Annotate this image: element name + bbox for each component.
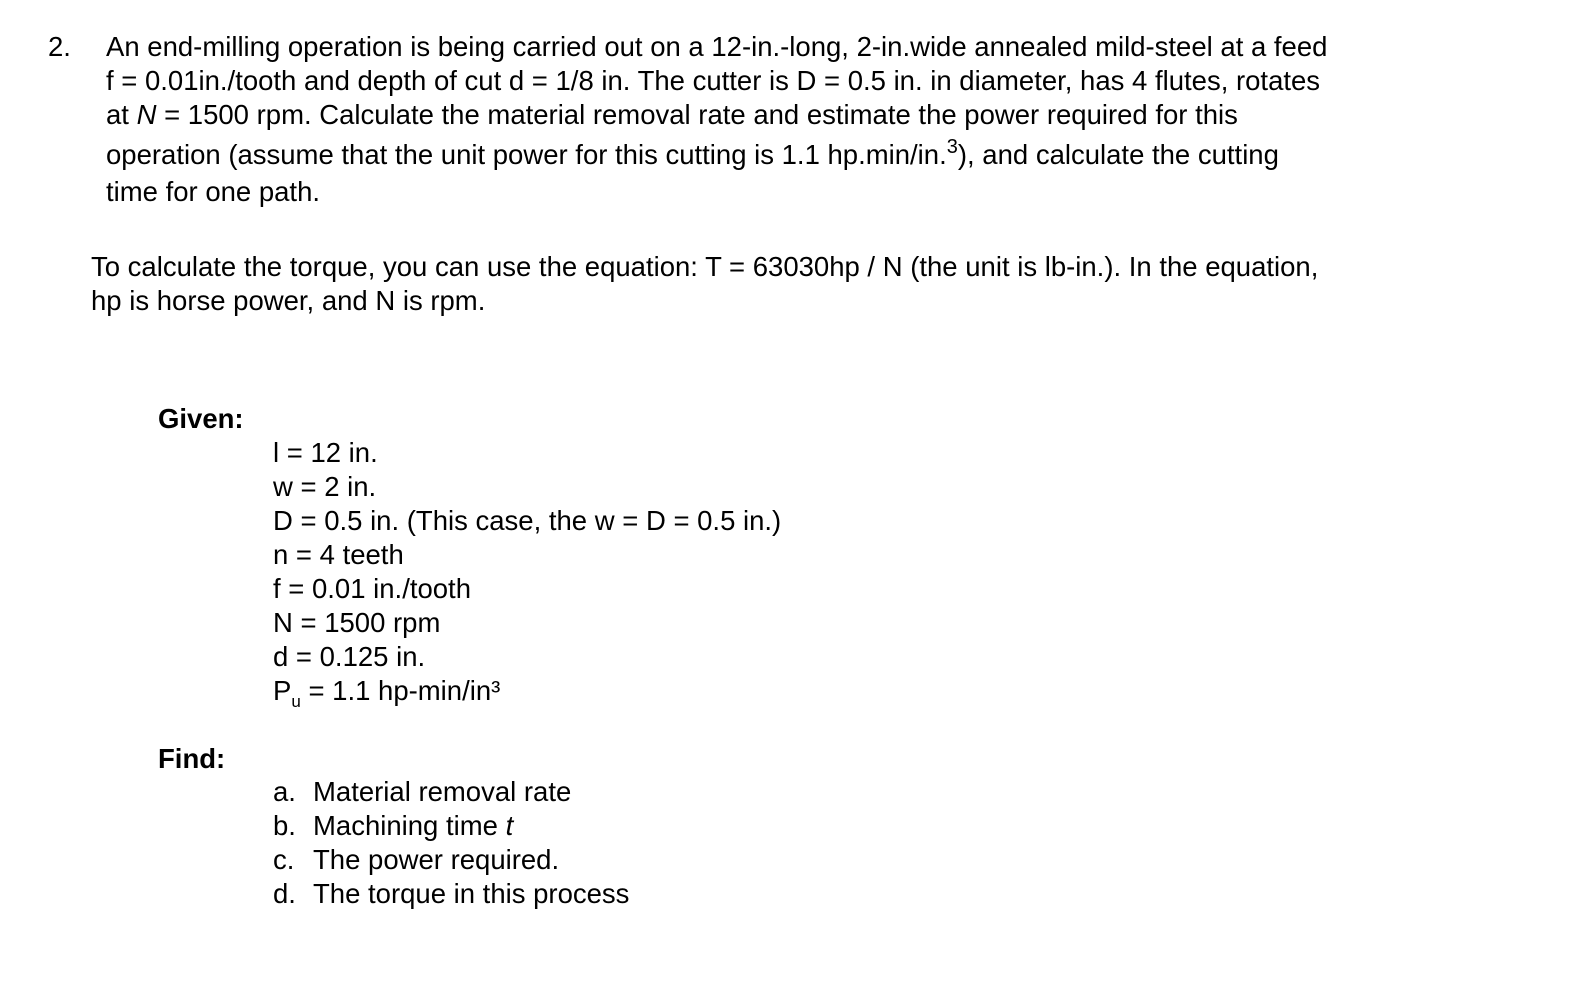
find-item-text: Machining time <box>313 810 506 841</box>
find-heading: Find: <box>158 743 226 774</box>
problem-line <box>106 98 1436 132</box>
find-item <box>273 843 629 877</box>
find-item-label: c. <box>273 844 295 875</box>
find-item <box>273 877 629 911</box>
torque-note-line: To calculate the torque, you can use the equation: T = 63030hp / N (the unit is lb-in.). In the equation, <box>91 251 1319 282</box>
find-item <box>273 809 629 843</box>
find-item-italic: t <box>505 810 514 841</box>
torque-note-line: hp is horse power, and N is rpm. <box>91 285 486 316</box>
problem-line: time for one path. <box>106 176 321 207</box>
given-list <box>273 436 781 712</box>
find-item-label: d. <box>273 878 296 909</box>
problem-line: An end-milling operation is being carried out on a 12-in.-long, 2-in.wide annealed mild-steel at a feed <box>106 31 1328 62</box>
given-item-unit-power <box>273 674 781 712</box>
given-heading: Given: <box>158 403 244 434</box>
problem-line-part: operation (assume that the unit power for this cutting is 1.1 hp.min/in. <box>106 139 947 170</box>
given-item: N = 1500 rpm <box>273 607 441 638</box>
unit-power-value: = 1.1 hp-min/in³ <box>300 675 501 706</box>
given-item: d = 0.125 in. <box>273 641 426 672</box>
problem-line-part: = 1500 rpm. Calculate the material removal rate and estimate the power required for this <box>156 99 1238 130</box>
unit-power-symbol: P <box>273 675 292 706</box>
given-item: l = 12 in. <box>273 437 378 468</box>
given-item: w = 2 in. <box>273 471 377 502</box>
find-item-text: The power required. <box>313 844 560 875</box>
find-item-label: a. <box>273 776 296 807</box>
given-item: f = 0.01 in./tooth <box>273 573 471 604</box>
given-item: n = 4 teeth <box>273 539 404 570</box>
find-item <box>273 775 629 809</box>
problem-line <box>106 138 1436 175</box>
problem-line-part: at <box>106 99 137 130</box>
unit-power-subscript: u <box>291 692 301 711</box>
problem-text <box>106 30 1436 209</box>
variable-n: N <box>136 99 157 130</box>
problem-number: 2. <box>48 31 71 62</box>
find-item-text: Material removal rate <box>313 776 572 807</box>
problem-line: f = 0.01in./tooth and depth of cut d = 1/8 in. The cutter is D = 0.5 in. in diameter, has 4 flutes, rotates <box>106 65 1321 96</box>
find-item-label: b. <box>273 810 296 841</box>
find-item-text: The torque in this process <box>313 878 630 909</box>
find-list <box>273 775 629 911</box>
given-item: D = 0.5 in. (This case, the w = D = 0.5 in.) <box>273 505 782 536</box>
torque-note <box>91 250 1451 318</box>
problem-line-part: ), and calculate the cutting <box>957 139 1279 170</box>
superscript-3: 3 <box>946 136 958 158</box>
